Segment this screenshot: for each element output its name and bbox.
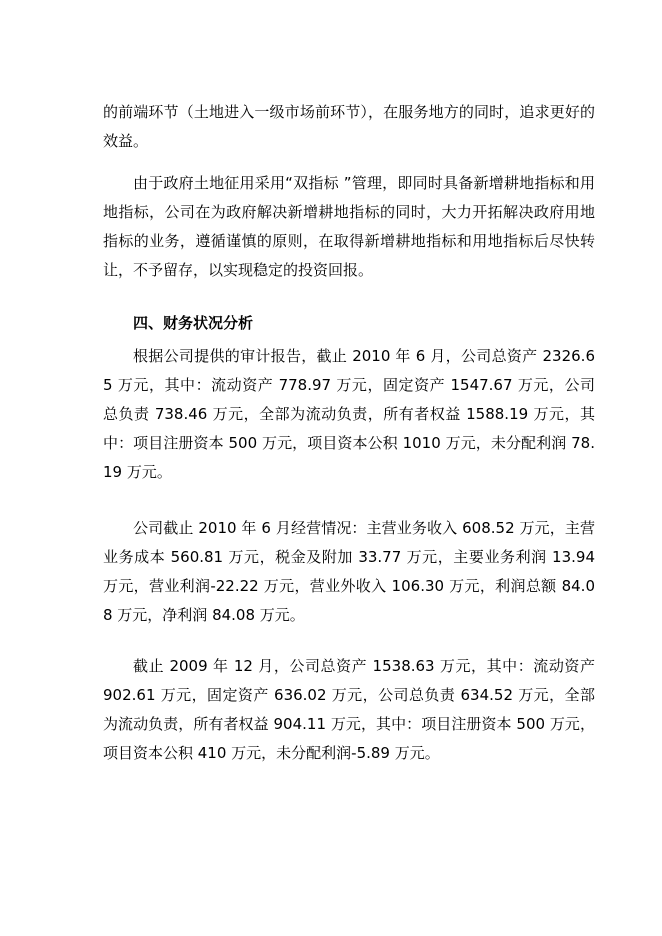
paragraph-operations-2010: 公司截止 2010 年 6 月经营情况：主营业务收入 608.52 万元，主营业务成本 560.81 万元，税金及附加 33.77 万元，主要业务利润 13.94 万元，营业利润-22.22 万元，营业外收入 106.30 万元，利润总额 84.08 万元，净利润 84.08 万元。 xyxy=(103,519,595,624)
paragraph-land-market-continuation: 的前端环节（土地进入一级市场前环节），在服务地方的同时，追求更好的效益。 xyxy=(103,103,595,150)
section-heading-financial-analysis: 四、财务状况分析 xyxy=(133,314,254,332)
paragraph-dual-indicator-management: 由于政府土地征用采用“双指标 ”管理，即同时具备新增耕地指标和用地指标，公司在为政府解决新增耕地指标的同时，大力开拓解决政府用地指标的业务，遵循谨慎的原则，在取得新增耕地指标和用地指标后尽快转让，不予留存，以实现稳定的投资回报。 xyxy=(103,174,595,279)
paragraph-audit-2010-balance: 根据公司提供的审计报告，截止 2010 年 6 月，公司总资产 2326.65 万元，其中：流动资产 778.97 万元，固定资产 1547.67 万元，公司总负责 738.46 万元，全部为流动负责，所有者权益 1588.19 万元，其中：项目注册资本 500 万元，项目资本公积 1010 万元，未分配利润 78.19 万元。 xyxy=(103,347,595,481)
paragraph-balance-2009: 截止 2009 年 12 月，公司总资产 1538.63 万元，其中：流动资产 902.61 万元，固定资产 636.02 万元，公司总负责 634.52 万元，全部为流动负责，所有者权益 904.11 万元，其中：项目注册资本 500 万元，项目资本公积 410 万元，未分配利润-5.89 万元。 xyxy=(103,657,595,762)
